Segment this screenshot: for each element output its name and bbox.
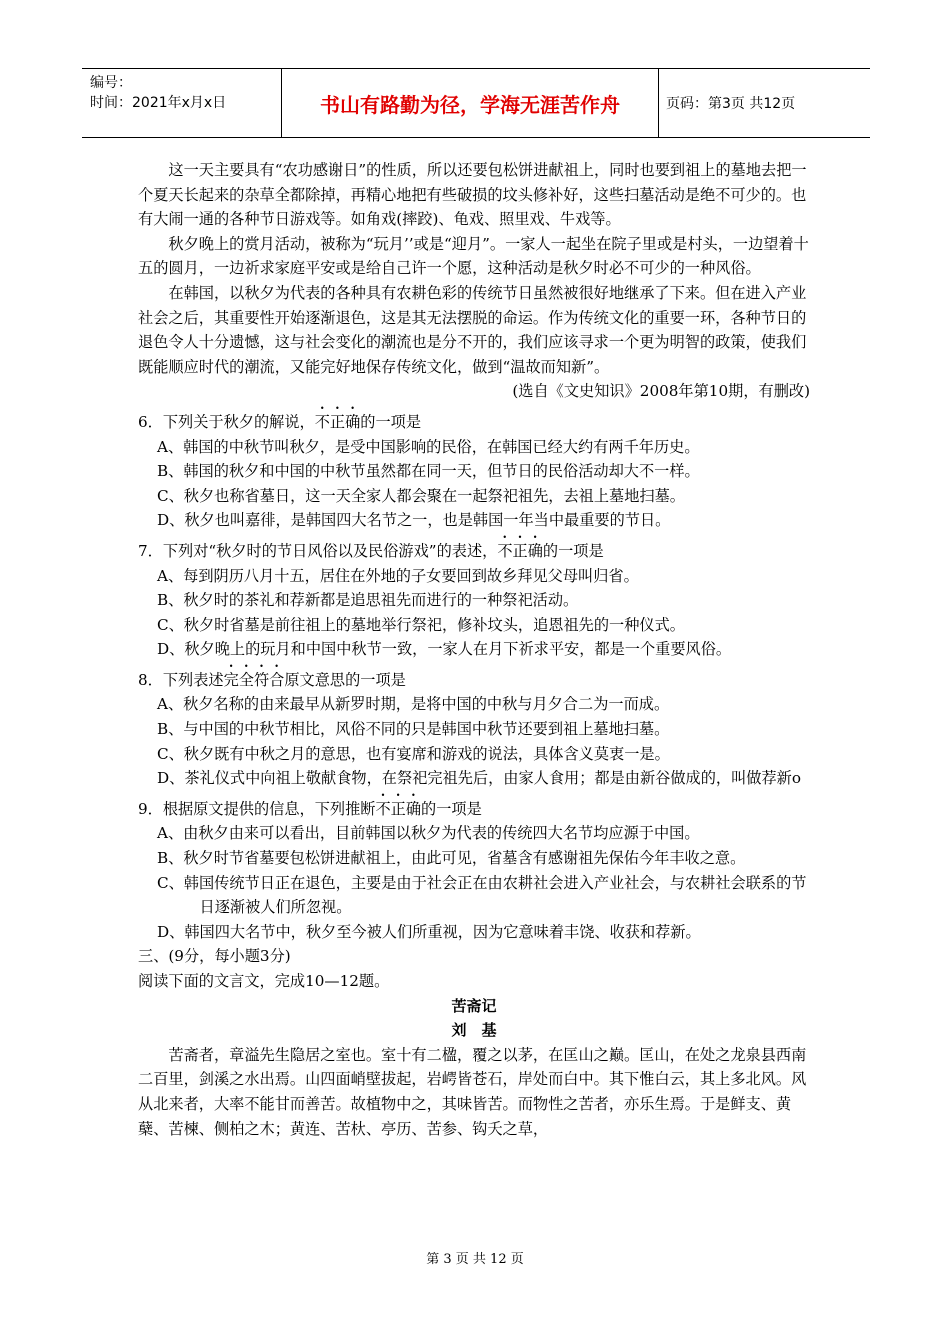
question-7-emphasis: 不正确 (497, 541, 543, 560)
q6-option-c: C、秋夕也称省墓日，这一天全家人都会聚在一起祭祀祖先，去祖上墓地扫墓。 (157, 486, 685, 505)
question-9 (138, 791, 810, 822)
q6-option-a: A、韩国的中秋节叫秋夕，是受中国影响的民俗，在韩国已经大约有两千年历史。 (157, 437, 700, 456)
q9-option-a: A、由秋夕由来可以看出，目前韩国以秋夕为代表的传统四大名节均应源于中国。 (157, 824, 700, 843)
page-header (82, 68, 870, 138)
question-6-post: 的一项是 (360, 412, 422, 431)
date-label: 时间：2021年x月x日 (90, 95, 227, 111)
source-note: (选自《文史知识》2008年第10期，有删改) (512, 382, 810, 401)
paragraph-1: 这一天主要具有“农功感谢日”的性质，所以还要包松饼进献祖上，同时也要到祖上的墓地去把一个夏天长起来的杂草全都除掉，再精心地把有些破损的坟头修补好，这些扫墓活动是绝不可少的。也有大闹一通的各种节日游戏等。如角戏(摔跤)、龟戏、照里戏、牛戏等。 (138, 161, 807, 229)
q6-option-d: D、秋夕也叫嘉徘，是韩国四大名节之一，也是韩国一年当中最重要的节日。 (157, 511, 671, 530)
question-9-pre: 9．根据原文提供的信息，下列推断 (138, 799, 376, 818)
q7-option-d: D、秋夕晚上的玩月和中国中秋节一致，一家人在月下祈求平安，都是一个重要风俗。 (157, 640, 732, 659)
header-meta (82, 69, 282, 137)
question-9-post: 的一项是 (421, 799, 482, 818)
q9-option-c: C、韩国传统节日正在退色，主要是由于社会正在由农耕社会进入产业社会，与农耕社会联系的节日逐渐被人们所忽视。 (157, 873, 807, 917)
section-3-instruction: 阅读下面的文言文，完成10—12题。 (138, 972, 390, 990)
q8-option-b: B、与中国的中秋节相比，风俗不同的只是韩国中秋节还要到祖上墓地扫墓。 (157, 720, 670, 739)
document-body (138, 158, 810, 1141)
q8-option-a: A、秋夕名称的由来最早从新罗时期，是将中国的中秋与月夕合二为一而成。 (157, 695, 670, 714)
number-label: 编号： (90, 75, 132, 91)
classical-text: 苦斋者，章溢先生隐居之室也。室十有二楹，覆之以茅，在匡山之巅。匡山，在处之龙泉县西南二百里，剑溪之水出焉。山四面峭壁拔起，岩崿皆苍石，岸处而白中。其下惟白云，其上多北风。风从北来者，大率不能甘而善苦。故植物中之，其味皆苦。而物性之苦者，亦乐生焉。于是鲜支、黄蘖、苦楝、侧柏之木；黄连、苦杕、亭历、苦参、钩夭之草， (138, 1045, 807, 1138)
page-label: 页码：第3页 共12页 (666, 96, 796, 112)
classical-title: 苦斋记 (451, 996, 497, 1015)
q7-option-c: C、秋夕时省墓是前往祖上的墓地举行祭祀，修补坟头，追恩祖先的一种仪式。 (157, 615, 685, 634)
q7-option-b: B、秋夕时的茶礼和荐新都是追思祖先而进行的一种祭祀活动。 (157, 591, 579, 610)
question-8 (138, 662, 810, 693)
q8-option-d: D、茶礼仪式中向祖上敬献食物，在祭祀完祖先后，由家人食用；都是由新谷做成的，叫做荐新o (157, 769, 802, 788)
page-footer: 第 3 页 共 12 页 (426, 1252, 524, 1267)
paragraph-2: 秋夕晚上的赏月活动，被称为“玩月’’或是“迎月”。一家人一起坐在院子里或是村头，一边望着十五的圆月，一边祈求家庭平安或是给自己许一个愿，这种活动是秋夕时必不可少的一种风俗。 (138, 234, 809, 278)
classical-author: 刘 基 (451, 1021, 497, 1040)
question-8-pre: 8．下列表述 (138, 670, 224, 689)
question-6-emphasis: 不正确 (314, 412, 361, 431)
question-7-post: 的一项是 (542, 541, 604, 560)
motto: 书山有路勤为径，学海无涯苦作舟 (282, 69, 659, 137)
q8-option-c: C、秋夕既有中秋之月的意思，也有宴席和游戏的说法，具体含义莫衷一是。 (157, 744, 670, 763)
question-6 (138, 404, 810, 435)
paragraph-3: 在韩国，以秋夕为代表的各种具有农耕色彩的传统节日虽然被很好地继承了下来。但在进入产业社会之后，其重要性开始逐渐退色，这是其无法摆脱的命运。作为传统文化的重要一环，各种节日的退色令人十分遗憾，这与社会变化的潮流也是分不开的，我们应该寻求一个更为明智的政策，使我们既能顺应时代的潮流，又能完好地保存传统文化，做到“温故而知新”。 (138, 283, 807, 376)
q9-option-d: D、韩国四大名节中，秋夕至今被人们所重视，因为它意味着丰饶、收获和荐新。 (157, 922, 701, 941)
question-9-emphasis: 不正确 (375, 799, 422, 818)
question-8-emphasis: 完全符合 (223, 670, 285, 689)
q7-option-a: A、每到阴历八月十五，居住在外地的子女要回到故乡拜见父母叫归省。 (157, 566, 639, 585)
q6-option-b: B、韩国的秋夕和中国的中秋节虽然都在同一天，但节日的民俗活动却大不一样。 (157, 462, 700, 481)
question-8-post: 原文意思的一项是 (284, 670, 406, 689)
q9-option-b: B、秋夕时节省墓要包松饼进献祖上，由此可见，省墓含有感谢祖先保佑今年丰收之意。 (157, 849, 746, 868)
question-7 (138, 533, 810, 564)
question-6-pre: 6．下列关于秋夕的解说， (138, 412, 315, 431)
question-7-pre: 7．下列对“秋夕时的节日风俗以及民俗游戏”的表述， (138, 541, 498, 560)
section-3-heading: 三、(9分，每小题3分) (138, 947, 291, 966)
